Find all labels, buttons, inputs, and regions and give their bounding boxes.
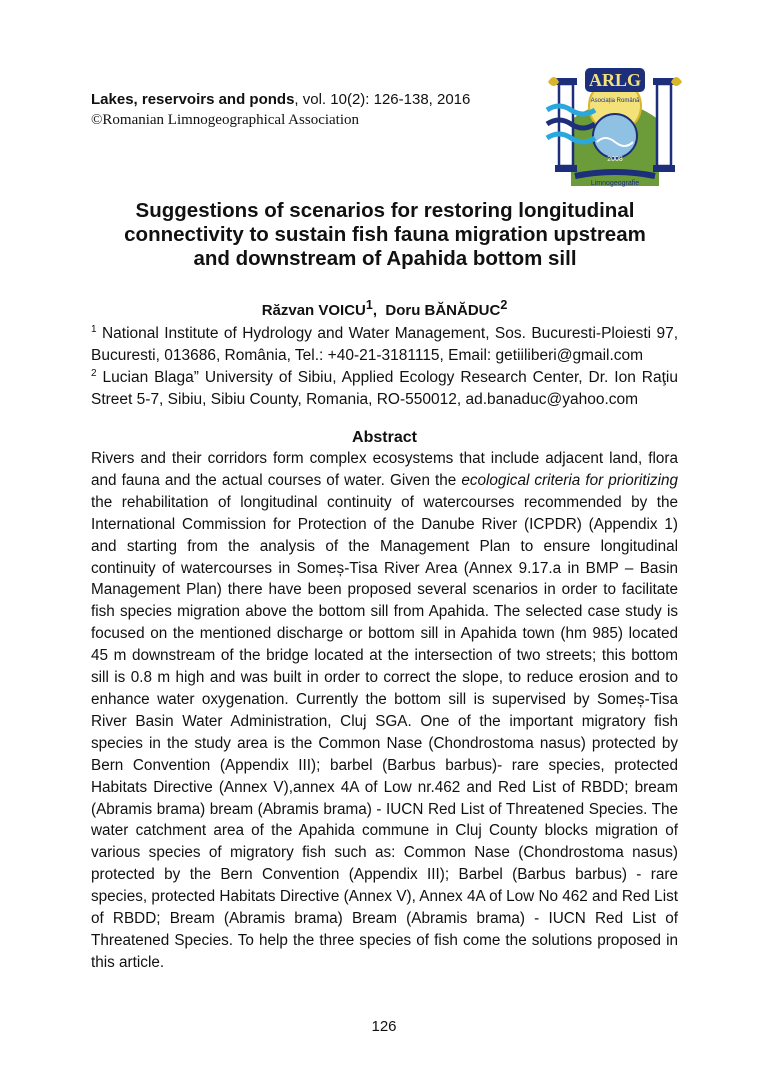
title-line-1: Suggestions of scenarios for restoring longitudinal (135, 199, 635, 222)
affiliation-2-mark: 2 (91, 368, 97, 379)
author-2: Doru BĂNĂDUC (385, 302, 501, 319)
title-line-2: connectivity to sustain fish fauna migration upstream (124, 223, 646, 246)
logo-medallion (593, 114, 637, 158)
author-1-affil-mark: 1 (365, 298, 373, 312)
affiliation-1 (91, 319, 678, 367)
abstract-body (91, 448, 678, 974)
page-number: 126 (371, 1018, 397, 1035)
arlg-logo (545, 58, 685, 188)
abstract-heading: Abstract (352, 429, 417, 446)
logo-banner-text: Limnogeografie (590, 180, 640, 187)
abstract-text-start: Rivers and their corridors form complex ecosystems that include adjacent land, flora and fauna and the actual courses of water. Given the (91, 450, 678, 489)
logo-right-base (653, 165, 675, 172)
journal-details: , vol. 10(2): 126-138, 2016 (294, 91, 471, 108)
abstract-italic-phrase: ecological criteria for prioritizing (461, 471, 678, 489)
abstract-text-rest: the rehabilitation of longitudinal continuity of watercourses recommended by the International Commission for Protection of the Danube River (ICPDR) (Appendix 1) and starting from the analysis of the Management Plan to ensure longitudinal continuity of watercourses in Someș-Tisa River Area (Annex 9.17.a in BMP – Basin Management Plan) there have been proposed several scenarios in order to facilitate fish species migration above the bottom sill from Apahida. The selected case study is focused on the mentioned discharge or bottom sill in Apahida town (hm 985) located 45 m downstream of the bridge located at the intersection of two streets; this bottom sill is 0.8 m high and was built in order to correct the slope, to reduce erosion and to enhance water oxygenation. Currently the bottom sill is supervised by Someș-Tisa River Basin Water Administration, Cluj SGA. One of the important migratory fish species in the study area is the Common Nase (Chondrostoma nasus) protected by Bern Convention (Appendix III); barbel (Barbus barbus)- rare species, protected Habitats Directive (Annex V),annex 4A of Low nr.462 and Red List of RBDD; bream (Abramis brama) bream (Abramis brama) - IUCN Red List of Threatened Species. The water catchment area of the Apahida commune in Cluj County blocks migration of various species of migratory fish such as: Common Nase (Chondrostoma nasus) protected by the Bern Convention (Appendix III); Barbel (Barbus barbus) - rare species, protected Habitats Directive (Annex V), Annex 4A of Low No 462 and Red List of RBDD; Bream (Abramis brama) Bream (Abramis brama) - IUCN Red List of Threatened Species. To help the three species of fish come the solutions proposed in this article. (91, 493, 678, 971)
journal-header (91, 90, 541, 130)
authors (91, 296, 678, 320)
logo-acronym: ARLG (588, 70, 642, 90)
association-line: ©Romanian Limnogeographical Association (91, 112, 360, 128)
logo-left-base (555, 165, 577, 172)
affiliation-1-mark: 1 (91, 324, 97, 335)
affiliation-2-text: Lucian Blaga” University of Sibiu, Applied Ecology Research Center, Dr. Ion Raţiu Street 5-7, Sibiu, Sibiu County, Romania, RO-550012, ad.banaduc@yahoo.com (91, 369, 678, 409)
journal-citation (91, 90, 541, 110)
logo-right-column (657, 84, 671, 166)
author-separator: , (372, 302, 386, 319)
journal-name: Lakes, reservoirs and ponds (91, 91, 295, 108)
paper-title (80, 199, 690, 271)
affiliation-1-text: National Institute of Hydrology and Water Management, Sos. Bucuresti-Ploiesti 97, Bucuresti, 013686, România, Tel.: +40-21-3181115, Email: getiiliberi@gmail.com (91, 325, 678, 365)
author-1: Răzvan VOICU (261, 302, 366, 319)
affiliation-2 (91, 363, 678, 411)
logo-year: 2008 (607, 156, 623, 163)
title-line-3: and downstream of Apahida bottom sill (193, 247, 577, 270)
author-2-affil-mark: 2 (500, 298, 508, 312)
logo-arc-text: Asociația Română (590, 98, 640, 104)
